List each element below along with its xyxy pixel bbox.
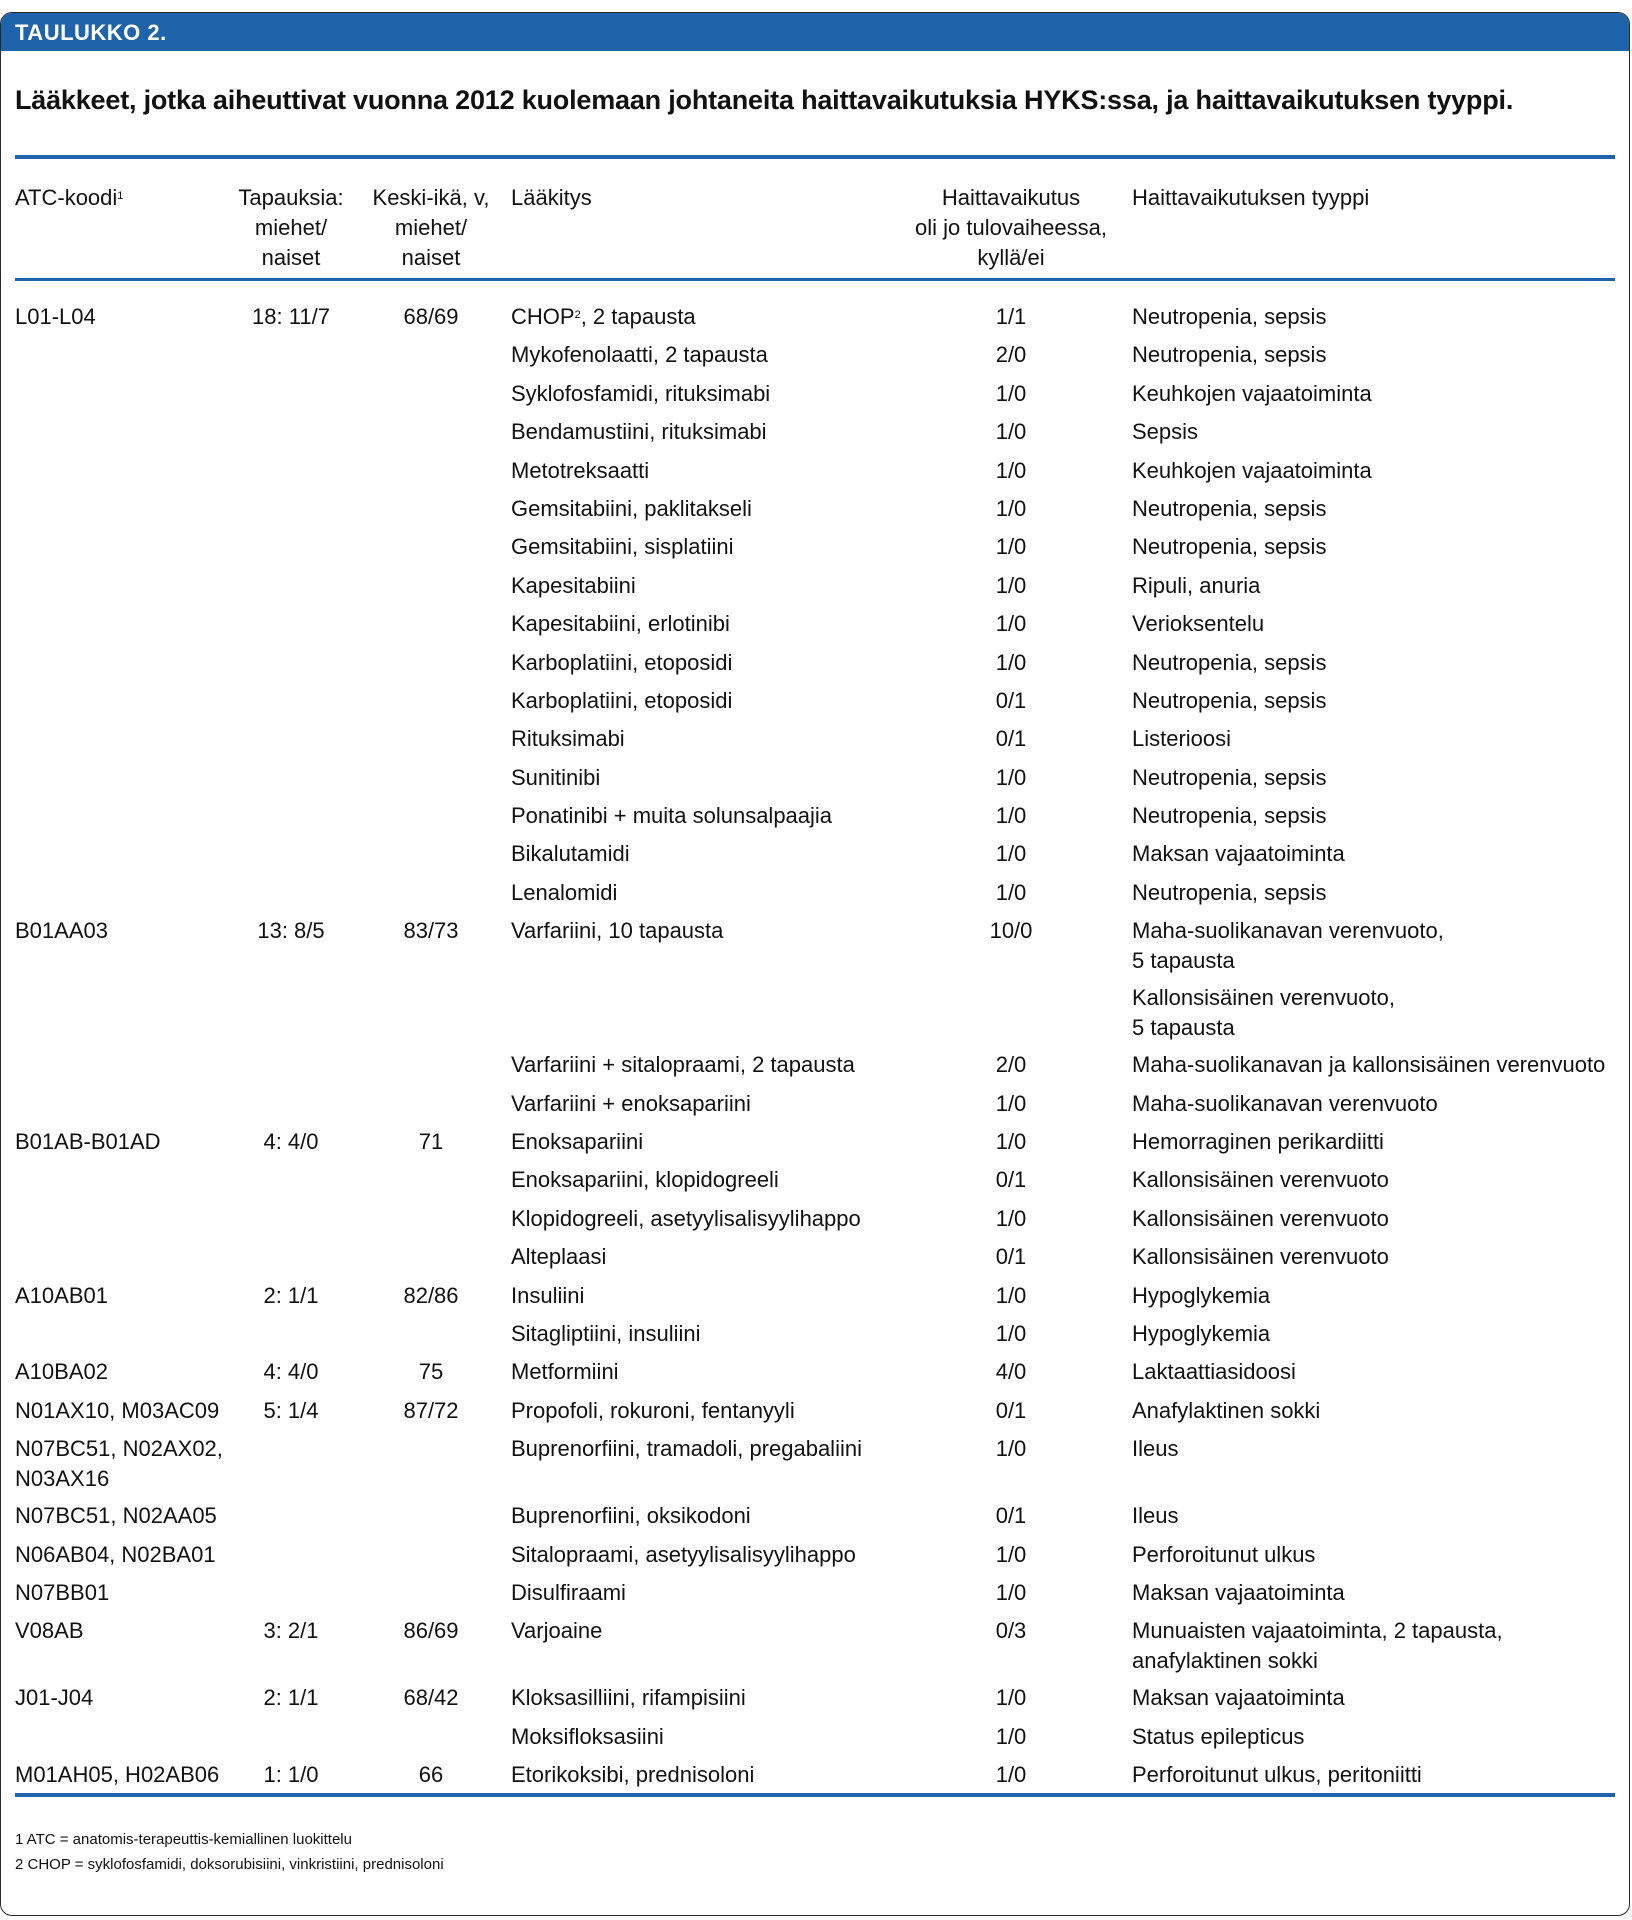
cell-type: Neutropenia, sepsis <box>1132 764 1327 790</box>
cell-drug: Varjoaine <box>511 1618 603 1644</box>
cell-onset: 0/1 <box>995 1503 1027 1529</box>
table-row <box>1 1049 1630 1087</box>
cell-drug: Syklofosfamidi, rituksimabi <box>511 380 771 406</box>
cell-type: Ileus <box>1132 1503 1179 1529</box>
table-row <box>1 531 1630 569</box>
cell-drug: Metformiini <box>511 1359 619 1385</box>
cell-age: 86/69 <box>403 1618 459 1644</box>
cell-cases: 4: 4/0 <box>263 1129 319 1155</box>
cell-type: Neutropenia, sepsis <box>1132 342 1327 368</box>
cell-drug: Buprenorfiini, oksikodoni <box>511 1503 751 1529</box>
cell-type: Sepsis <box>1132 419 1199 445</box>
cell-onset: 1/0 <box>995 534 1027 560</box>
table-row <box>1 915 1630 982</box>
cell-type: Neutropenia, sepsis <box>1132 649 1327 675</box>
cell-drug: CHOP$^2$, 2 tapausta <box>511 304 696 329</box>
cell-onset: 0/1 <box>995 726 1027 752</box>
cell-onset: 1/0 <box>995 764 1027 790</box>
table-row <box>1 1126 1630 1164</box>
cell-drug: Buprenorfiini, tramadoli, pregabaliini <box>511 1436 862 1462</box>
cell-type: Maha-suolikanavan ja kallonsisäinen verenvuoto <box>1132 1052 1606 1078</box>
cell-atc: V08AB <box>15 1618 84 1644</box>
table-row <box>1 378 1630 416</box>
cell-drug: Ponatinibi + muita solunsalpaajia <box>511 803 833 829</box>
cell-drug: Sitalopraami, asetyylisalisyylihappo <box>511 1541 856 1567</box>
table-row <box>1 1539 1630 1577</box>
table-row <box>1 608 1630 646</box>
cell-type: Perforoitunut ulkus, peritoniitti <box>1132 1762 1422 1788</box>
table-row <box>1 647 1630 685</box>
cell-drug: Karboplatiini, etoposidi <box>511 687 733 713</box>
cell-onset: 0/1 <box>995 1167 1027 1193</box>
table-frame <box>0 12 1630 1916</box>
cell-type: Hypoglykemia <box>1132 1282 1271 1308</box>
cell-type: Laktaattiasidoosi <box>1132 1359 1296 1385</box>
column-headers <box>1 183 1630 278</box>
cell-type: Verioksentelu <box>1132 611 1265 637</box>
cell-onset: 2/0 <box>995 342 1027 368</box>
cell-onset: 1/0 <box>995 419 1027 445</box>
header-type: Haittavaikutuksen tyyppi <box>1132 185 1370 210</box>
cell-onset: 0/1 <box>995 687 1027 713</box>
cell-drug: Gemsitabiini, sisplatiini <box>511 534 734 560</box>
cell-drug: Disulfiraami <box>511 1579 626 1605</box>
table-row <box>1 1577 1630 1615</box>
cell-age: 87/72 <box>403 1397 459 1423</box>
table-row <box>1 570 1630 608</box>
cell-onset: 1/0 <box>995 1723 1027 1749</box>
cell-cases: 2: 1/1 <box>263 1282 319 1308</box>
cell-drug: Moksifloksasiini <box>511 1723 664 1749</box>
bottom-rule <box>15 1793 1615 1797</box>
table-label: TAULUKKO 2. <box>1 13 1629 51</box>
cell-onset: 1/0 <box>995 1320 1027 1346</box>
cell-type: Kallonsisäinen verenvuoto <box>1132 1167 1389 1193</box>
cell-drug: Rituksimabi <box>511 726 625 752</box>
cell-onset: 1/0 <box>995 803 1027 829</box>
cell-type: Kallonsisäinen verenvuoto <box>1132 1205 1389 1231</box>
cell-drug: Karboplatiini, etoposidi <box>511 649 733 675</box>
top-rule <box>15 155 1615 159</box>
table-row <box>1 1088 1630 1126</box>
cell-cases: 13: 8/5 <box>257 918 325 944</box>
table-row <box>1 416 1630 454</box>
cell-onset: 10/0 <box>989 918 1033 944</box>
cell-onset: 1/0 <box>995 1685 1027 1711</box>
cell-age: 71 <box>418 1129 444 1155</box>
cell-onset: 1/0 <box>995 1579 1027 1605</box>
header-onset: Haittavaikutus oli jo tulovaiheessa, kyllä/ei <box>914 185 1107 270</box>
cell-type: Hypoglykemia <box>1132 1320 1271 1346</box>
cell-atc: B01AA03 <box>15 918 108 944</box>
cell-onset: 1/0 <box>995 1436 1027 1462</box>
cell-type: Munuaisten vajaatoiminta, 2 tapausta, anafylaktinen sokki <box>1132 1618 1503 1674</box>
cell-atc: N07BB01 <box>15 1579 110 1605</box>
cell-onset: 1/0 <box>995 457 1027 483</box>
cell-onset: 1/0 <box>995 1541 1027 1567</box>
cell-onset: 0/3 <box>995 1618 1027 1644</box>
cell-cases: 1: 1/0 <box>263 1762 319 1788</box>
cell-age: 66 <box>418 1762 444 1788</box>
table-row <box>1 493 1630 531</box>
cell-onset: 1/0 <box>995 1762 1027 1788</box>
table-row <box>1 877 1630 915</box>
table-caption: Lääkkeet, jotka aiheuttivat vuonna 2012 kuolemaan johtaneita haittavaikutuksia HYKS:ssa, ja haittavaikutuksen tyyppi. <box>15 85 1514 115</box>
footnote: 1 ATC = anatomis-terapeuttis-kemiallinen luokittelu <box>15 1831 352 1848</box>
cell-drug: Bikalutamidi <box>511 841 630 867</box>
cell-drug: Kapesitabiini, erlotinibi <box>511 611 730 637</box>
header-atc: ATC-koodi$^1$ <box>15 185 124 210</box>
cell-drug: Varfariini, 10 tapausta <box>511 918 724 944</box>
cell-type: Maksan vajaatoiminta <box>1132 841 1345 867</box>
cell-drug: Insuliini <box>511 1282 585 1308</box>
cell-drug: Bendamustiini, rituksimabi <box>511 419 767 445</box>
cell-drug: Propofoli, rokuroni, fentanyyli <box>511 1397 795 1423</box>
cell-drug: Klopidogreeli, asetyylisalisyylihappo <box>511 1205 861 1231</box>
table-row <box>1 1241 1630 1279</box>
cell-drug: Gemsitabiini, paklitakseli <box>511 495 752 521</box>
cell-onset: 0/1 <box>995 1397 1027 1423</box>
cell-onset: 1/0 <box>995 1282 1027 1308</box>
cell-cases: 18: 11/7 <box>252 304 330 329</box>
header-rule <box>15 278 1615 281</box>
cell-type: Status epilepticus <box>1132 1723 1305 1749</box>
table-row <box>1 455 1630 493</box>
table-body <box>1 301 1630 1798</box>
header-drug: Lääkitys <box>511 185 592 210</box>
cell-type: Hemorraginen perikardiitti <box>1132 1129 1384 1155</box>
cell-drug: Varfariini + enoksapariini <box>511 1090 751 1116</box>
cell-drug: Etorikoksibi, prednisoloni <box>511 1762 755 1788</box>
table-row <box>1 1615 1630 1682</box>
cell-drug: Mykofenolaatti, 2 tapausta <box>511 342 768 368</box>
cell-drug: Enoksapariini <box>511 1129 644 1155</box>
cell-drug: Kloksasilliini, rifampisiini <box>511 1685 746 1711</box>
cell-type: Keuhkojen vajaatoiminta <box>1132 380 1372 406</box>
cell-type: Anafylaktinen sokki <box>1132 1397 1321 1423</box>
table-row <box>1 1280 1630 1318</box>
table-row <box>1 339 1630 377</box>
cell-type: Ripuli, anuria <box>1132 572 1261 598</box>
table-row <box>1 1395 1630 1433</box>
cell-onset: 1/0 <box>995 879 1027 905</box>
table-row <box>1 1318 1630 1356</box>
cell-age: 82/86 <box>403 1282 459 1308</box>
cell-type: Maksan vajaatoiminta <box>1132 1579 1345 1605</box>
table-row <box>1 982 1630 1049</box>
cell-type: Perforoitunut ulkus <box>1132 1541 1316 1567</box>
cell-atc: A10AB01 <box>15 1282 108 1308</box>
cell-type: Kallonsisäinen verenvuoto <box>1132 1244 1389 1270</box>
cell-cases: 5: 1/4 <box>263 1397 319 1423</box>
cell-onset: 1/0 <box>995 1205 1027 1231</box>
cell-drug: Sitagliptiini, insuliini <box>511 1320 701 1346</box>
cell-atc: N01AX10, M03AC09 <box>15 1397 220 1423</box>
cell-age: 75 <box>418 1359 444 1385</box>
cell-type: Neutropenia, sepsis <box>1132 495 1327 521</box>
cell-cases: 4: 4/0 <box>263 1359 319 1385</box>
table-row <box>1 1203 1630 1241</box>
table-row <box>1 1682 1630 1720</box>
cell-type: Neutropenia, sepsis <box>1132 304 1327 329</box>
cell-atc: A10BA02 <box>15 1359 108 1385</box>
table-row <box>1 1164 1630 1202</box>
cell-atc: N07BC51, N02AX02, N03AX16 <box>15 1436 223 1492</box>
cell-type: Maha-suolikanavan verenvuoto, 5 tapausta <box>1132 918 1444 974</box>
cell-drug: Enoksapariini, klopidogreeli <box>511 1167 779 1193</box>
cell-atc: B01AB-B01AD <box>15 1129 161 1155</box>
cell-drug: Lenalomidi <box>511 879 618 905</box>
cell-atc: M01AH05, H02AB06 <box>15 1762 220 1788</box>
cell-type: Keuhkojen vajaatoiminta <box>1132 457 1372 483</box>
table-row <box>1 1356 1630 1394</box>
header-cases: Tapauksia: miehet/ naiset <box>238 185 344 270</box>
table-row <box>1 762 1630 800</box>
cell-cases: 2: 1/1 <box>263 1685 319 1711</box>
cell-cases: 3: 2/1 <box>263 1618 319 1644</box>
cell-drug: Sunitinibi <box>511 764 601 790</box>
cell-type: Kallonsisäinen verenvuoto, 5 tapausta <box>1132 985 1395 1041</box>
cell-onset: 1/1 <box>995 304 1027 329</box>
cell-type: Neutropenia, sepsis <box>1132 687 1327 713</box>
cell-type: Neutropenia, sepsis <box>1132 803 1327 829</box>
cell-onset: 1/0 <box>995 841 1027 867</box>
cell-onset: 4/0 <box>995 1359 1027 1385</box>
cell-onset: 1/0 <box>995 380 1027 406</box>
cell-atc: J01-J04 <box>15 1685 94 1711</box>
cell-drug: Alteplaasi <box>511 1244 607 1270</box>
cell-onset: 1/0 <box>995 1129 1027 1155</box>
cell-onset: 1/0 <box>995 495 1027 521</box>
cell-onset: 0/1 <box>995 1244 1027 1270</box>
table-row <box>1 1721 1630 1759</box>
table-row <box>1 1500 1630 1538</box>
cell-type: Maksan vajaatoiminta <box>1132 1685 1345 1711</box>
cell-age: 83/73 <box>403 918 459 944</box>
cell-drug: Varfariini + sitalopraami, 2 tapausta <box>511 1052 855 1078</box>
cell-type: Neutropenia, sepsis <box>1132 534 1327 560</box>
table-row <box>1 1759 1630 1797</box>
cell-age: 68/42 <box>403 1685 459 1711</box>
cell-age: 68/69 <box>403 304 459 329</box>
cell-onset: 2/0 <box>995 1052 1027 1078</box>
header-age: Keski-ikä, v, miehet/ naiset <box>372 185 490 270</box>
footnotes <box>15 1827 444 1877</box>
cell-onset: 1/0 <box>995 649 1027 675</box>
cell-type: Ileus <box>1132 1436 1179 1462</box>
cell-atc: N06AB04, N02BA01 <box>15 1541 216 1567</box>
table-row <box>1 1433 1630 1500</box>
table-row <box>1 723 1630 761</box>
cell-drug: Metotreksaatti <box>511 457 650 483</box>
cell-atc: L01-L04 <box>15 304 96 329</box>
table-row <box>1 800 1630 838</box>
table-row <box>1 685 1630 723</box>
table-row <box>1 838 1630 876</box>
cell-onset: 1/0 <box>995 611 1027 637</box>
cell-onset: 1/0 <box>995 572 1027 598</box>
cell-drug: Kapesitabiini <box>511 572 636 598</box>
cell-type: Listerioosi <box>1132 726 1232 752</box>
cell-onset: 1/0 <box>995 1090 1027 1116</box>
cell-atc: N07BC51, N02AA05 <box>15 1503 217 1529</box>
table-row <box>1 301 1630 339</box>
footnote: 2 CHOP = syklofosfamidi, doksorubisiini, vinkristiini, prednisoloni <box>15 1856 444 1873</box>
cell-type: Neutropenia, sepsis <box>1132 879 1327 905</box>
cell-type: Maha-suolikanavan verenvuoto <box>1132 1090 1438 1116</box>
